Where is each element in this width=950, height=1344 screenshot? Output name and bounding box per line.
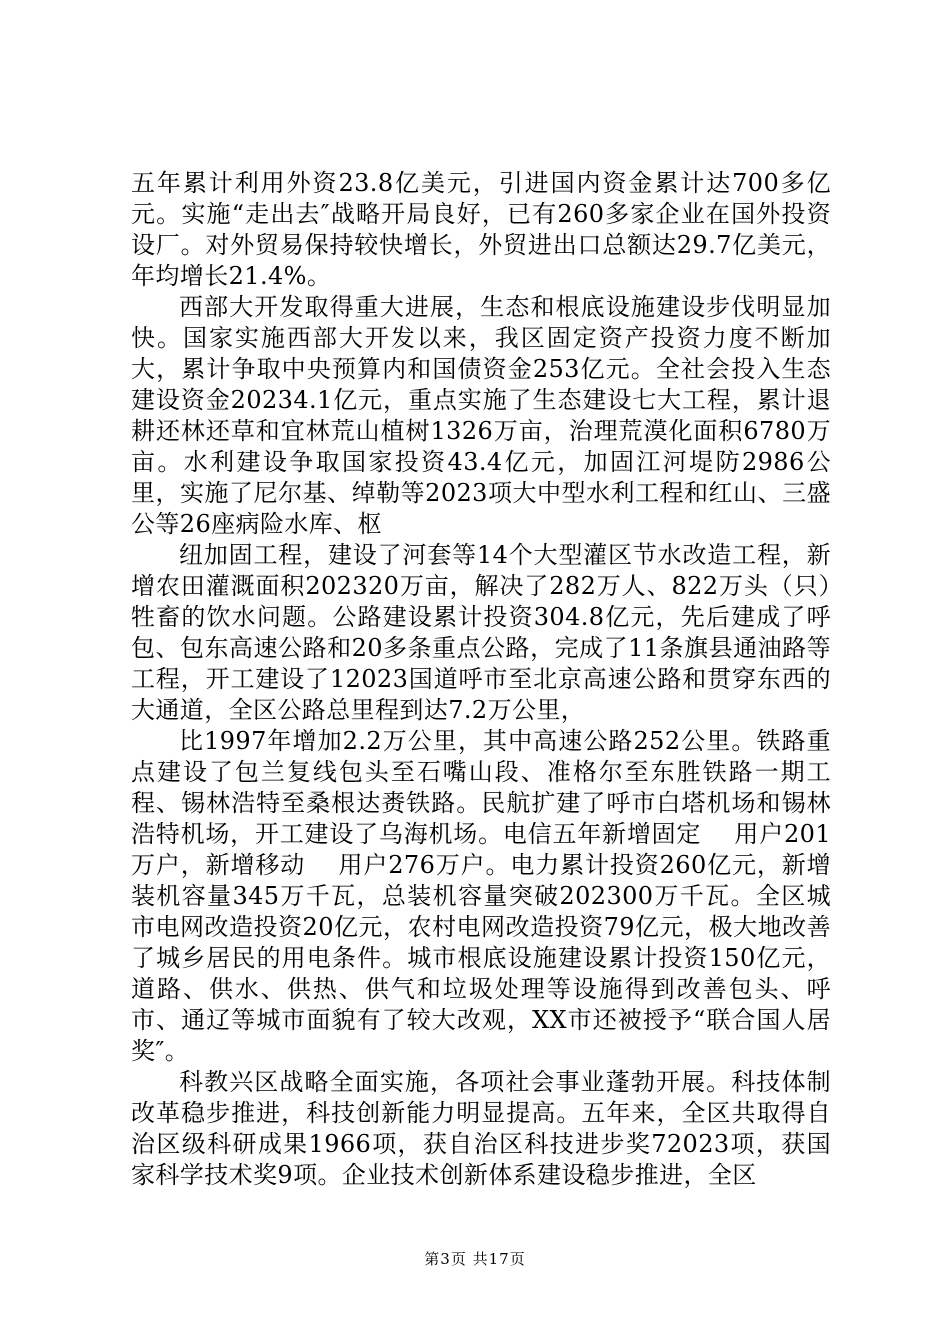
paragraph-irrigation-roads: 纽加固工程，建设了河套等14个大型灌区节水改造工程，新增农田灌溉面积202320万亩，解决了282万人、822万头（只）牲畜的饮水问题。公路建设累计投资304.8亿元，先后建成了呼包、包东高速公路和20多条重点公路，完成了11条旗县通油路等工程，开工建设了12023国道呼市至北京高速公路和贯穿东西的大通道，全区公路总里程到达7.2万公里， bbox=[131, 541, 831, 724]
paragraph-western-development: 西部大开发取得重大进展，生态和根底设施建设步伐明显加快。国家实施西部大开发以来，我区固定资产投资力度不断加大，累计争取中央预算内和国债资金253亿元。全社会投入生态建设资金20234.1亿元，重点实施了生态建设七大工程，累计退耕还林还草和宜林荒山植树1326万亩，治理荒漠化面积6780万亩。水利建设争取国家投资43.4亿元，加固江河堤防2986公里，实施了尼尔基、绰勒等2023项大中型水利工程和红山、三盛公等26座病险水库、枢 bbox=[131, 293, 831, 538]
page-number-footer: 第3页 共17页 bbox=[424, 1250, 526, 1268]
paragraph-science-education: 科教兴区战略全面实施，各项社会事业蓬勃开展。科技体制改革稳步推进，科技创新能力明显提高。五年来，全区共取得自治区级科研成果1966项，获自治区科技进步奖72023项，获国家科学技术奖9项。企业技术创新体系建设稳步推进，全区 bbox=[131, 1068, 831, 1189]
document-body bbox=[131, 168, 831, 1191]
paragraph-infrastructure: 比1997年增加2.2万公里，其中高速公路252公里。铁路重点建设了包兰复线包头至石嘴山段、准格尔至东胜铁路一期工程、锡林浩特至桑根达赉铁路。民航扩建了呼市白塔机场和锡林浩特机场，开工建设了乌海机场。电信五年新增固定 用户201万户，新增移动 用户276万户。电力累计投资260亿元，新增装机容量345万千瓦，总装机容量突破202300万千瓦。全区城市电网改造投资20亿元，农村电网改造投资79亿元，极大地改善了城乡居民的用电条件。城市根底设施建设累计投资150亿元，道路、供水、供热、供气和垃圾处理等设施得到改善包头、呼市、通辽等城市面貌有了较大改观，XX市还被授予“联合国人居奖″。 bbox=[131, 727, 831, 1065]
paragraph-foreign-investment: 五年累计利用外资23.8亿美元，引进国内资金累计达700多亿元。实施“走出去″战略开局良好，已有260多家企业在国外投资设厂。对外贸易保持较快增长，外贸进出口总额达29.7亿美元，年均增长21.4%。 bbox=[131, 169, 831, 290]
